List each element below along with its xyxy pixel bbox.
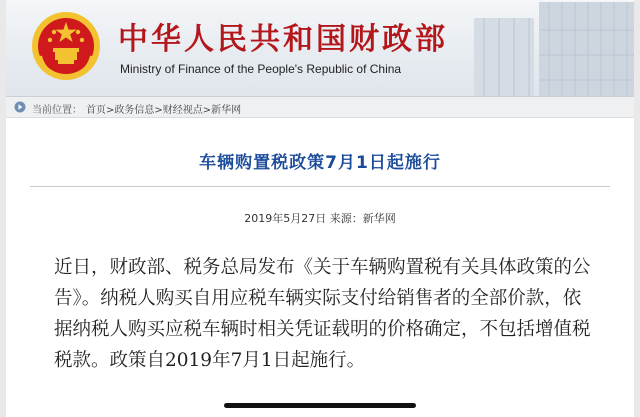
breadcrumb-label: 当前位置： xyxy=(32,105,82,116)
divider xyxy=(30,186,610,187)
breadcrumb-item-gov-info[interactable]: 政务信息 xyxy=(114,105,155,116)
site-title: 中华人民共和国财政部 xyxy=(118,22,448,57)
article-body: 近日，财政部、税务总局发布《关于车辆购置税有关具体政策的公告》。纳税人购买自用应税车辆实际支付给销售者的全部价款，依据纳税人购买应税车辆时相关凭证载明的价格确定，不包括增值税税款。政策自2019年7月1日起施行。 xyxy=(54,257,591,371)
breadcrumb-item-finance-view[interactable]: 财经视点 xyxy=(162,105,203,116)
site-subtitle: Ministry of Finance of the People's Republic of China xyxy=(120,62,402,76)
header-banner xyxy=(6,0,634,96)
home-indicator[interactable] xyxy=(224,403,416,408)
breadcrumb-separator: > xyxy=(106,105,115,116)
national-emblem-icon xyxy=(30,10,102,82)
breadcrumb-separator: > xyxy=(202,105,212,116)
article-headline: 车辆购置税政策7月1日起施行 xyxy=(199,153,441,173)
arrow-right-icon xyxy=(14,101,26,113)
breadcrumb-item-home[interactable]: 首页 xyxy=(86,105,106,116)
breadcrumb-item-xinhua[interactable]: 新华网 xyxy=(211,105,242,116)
article-meta: 2019年5月27日 来源：新华网 xyxy=(244,212,396,225)
breadcrumb-items xyxy=(86,101,241,116)
breadcrumb-separator: > xyxy=(154,105,163,116)
breadcrumb xyxy=(6,96,634,118)
